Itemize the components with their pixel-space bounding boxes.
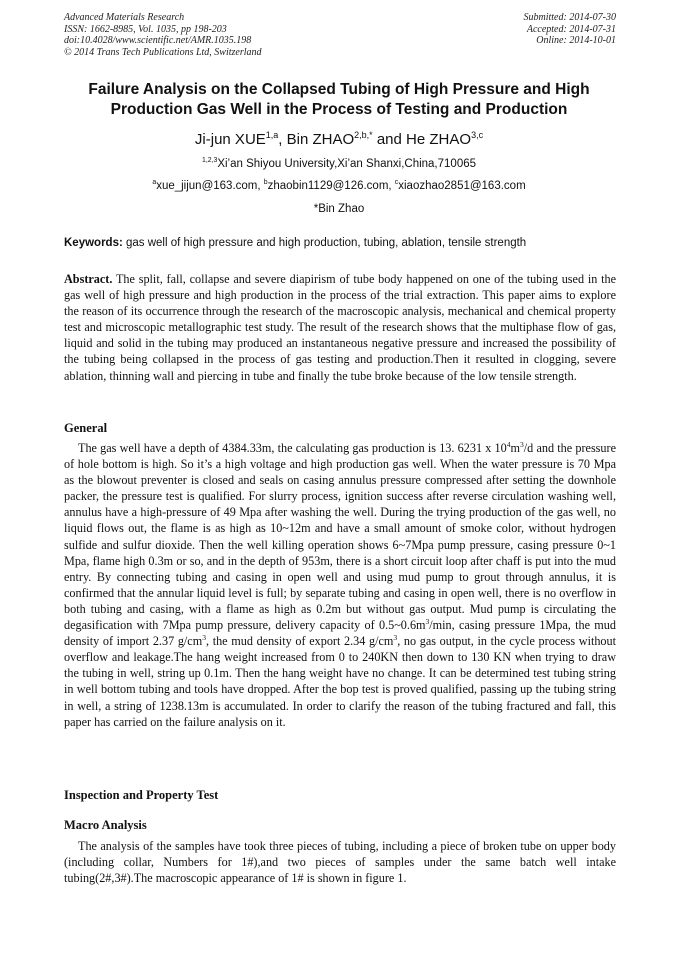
general-text-part: m xyxy=(510,441,520,455)
email-b-sup: b xyxy=(263,179,268,187)
email-c: xiaozhao2851@163.com xyxy=(398,180,526,192)
section-heading-general: General xyxy=(64,421,108,435)
author-emails xyxy=(40,179,638,193)
affiliation-text: Xi’an Shiyou University,Xi’an Shanxi,China,710065 xyxy=(217,158,477,170)
superscript: 3 xyxy=(202,633,206,643)
author-3-name: He ZHAO xyxy=(406,131,472,148)
macro-analysis-paragraph: The analysis of the samples have took three pieces of tubing, including a piece of broken tube on upper body (including collar, Numbers for 1#),and two pieces of samples under the same batch well intake tubing(2#,3#).The macroscopic appearance of 1# is shown in figure 1. xyxy=(64,839,616,886)
keywords xyxy=(64,236,624,250)
keywords-label: Keywords: xyxy=(64,237,123,249)
doi-line: doi:10.4028/www.scientific.net/AMR.1035.198 xyxy=(64,35,252,46)
submitted-date: Submitted: 2014-07-30 xyxy=(523,12,616,23)
email-a-sup: a xyxy=(152,179,157,187)
superscript: 3 xyxy=(393,633,398,643)
general-text-part: The gas well have a depth of 4384.33m, the calculating gas production is 13. 6231 x 10 xyxy=(78,441,507,455)
paper-title: Failure Analysis on the Collapsed Tubing of High Pressure and High Production Gas Well in the Process of Testing and Production xyxy=(88,81,590,118)
issn-line: ISSN: 1662-8985, Vol. 1035, pp 198-203 xyxy=(64,23,227,35)
general-paragraph xyxy=(64,440,616,730)
author-separator: , xyxy=(278,131,287,148)
author-list xyxy=(54,131,624,149)
superscript: 3 xyxy=(520,439,524,449)
abstract-text: The split, fall, collapse and severe diapirism of tube body happened on one of the tubing used in the gas well of high pressure and high production in the process of the trial extraction. This paper aims to explore the reason of its occurrence through the research of the macroscopic analysis, mechanical and chemical property test and microscopic metallographic test study. The result of the research shows that the multiphase flow of gas, liquid and solid in the tubing may produced an instantaneous negative pressure and increased the possibility of the tubing being collapsed in the process of gas testing and production.Then it resulted in clogging, severe ablation, thinning wall and piercing in tube and finally the tube broke because of the low tensile strength. xyxy=(64,272,616,383)
dates-info xyxy=(416,12,616,47)
journal-name: Advanced Materials Research xyxy=(64,12,185,23)
author-2-name: Bin ZHAO xyxy=(286,131,355,148)
author-2-sup: 2,b,* xyxy=(354,130,373,140)
abstract-label: Abstract. xyxy=(64,272,113,286)
author-3-sup: 3,c xyxy=(471,130,484,140)
email-a: xue_jijun@163.com, xyxy=(156,180,264,192)
general-text-part: /d and the pressure of hole bottom is high. So it’s a high voltage and high production gas well. When the water pressure is 70 Mpa as the blowout preventer is closed and seals on casing annulus pressure compressed after setting the downhole packer, the pressure test is qualified. For slurry process, ignition success after reverse circulation washing well, annulus have a high-pressure of 49 Mpa after washing the well. During the trying production of the gas well, no liquid flows out, the flame is as high as 10~12m and have a small amount of smoke color, without hydrogen sulfide and sulfur dioxide. Then the well killing operation shows 6~7Mpa pump pressure, casing pressure 0~1 Mpa, flame high 0.3m or so, and in the depth of 953m, there is a short circuit loop after chaff is put into the mud entry. By connecting tubing and casing in open well and using mud pump to grout through annulus, it is confirmed that the annular liquid level is full; by separate tubing and casing in open well, there is no overflow in both tubing and casing, with a flame as high as 0.2m but without gas output. Mud pump is circulating the degasification with 7Mpa pump pressure, delivery capacity of 0.5~0.6m xyxy=(64,441,616,633)
author-separator: and xyxy=(372,131,407,148)
keywords-text: gas well of high pressure and high production, tubing, ablation, tensile strength xyxy=(122,237,527,249)
affiliation xyxy=(54,157,624,171)
accepted-date: Accepted: 2014-07-31 xyxy=(526,23,616,35)
email-b: zhaobin1129@126.com, xyxy=(267,180,395,192)
copyright-line: © 2014 Trans Tech Publications Ltd, Switzerland xyxy=(64,46,262,58)
publication-info xyxy=(64,12,394,58)
email-c-sup: c xyxy=(394,179,399,187)
general-text-part: /min, casing pressure 1Mpa, the mud density of import 2.37 g/cm xyxy=(64,618,616,649)
general-text-part: , the mud density of export 2.34 g/cm xyxy=(205,634,394,649)
author-1-sup: 1,a xyxy=(265,130,279,140)
superscript: 4 xyxy=(506,439,511,449)
online-date: Online: 2014-10-01 xyxy=(536,35,616,46)
abstract xyxy=(64,271,616,384)
general-text-part: , no gas output, in the cycle process without overflow and leakage.The hang weight increased from 0 to 240KN then down to 130 KN when trying to draw the tubing in well, string up 0.1m. Then the hang weight have no change. It can be determined test tubing string in well bottom tubing and tools have dropped. After the bop test is proved qualified, passing up the tubing string in well, a string of 1238.13m is accumulated. In order to clarify the reason of the tubing fractured and fall, this paper has carried on the failure analysis on it. xyxy=(64,634,617,729)
subsection-heading-macro: Macro Analysis xyxy=(64,818,147,832)
affiliation-sup: 1,2,3 xyxy=(201,157,218,165)
author-1-name: Ji-jun XUE xyxy=(194,131,266,148)
section-heading-inspection: Inspection and Property Test xyxy=(64,788,219,802)
superscript: 3 xyxy=(425,616,430,626)
corresponding-author: *Bin Zhao xyxy=(313,203,365,215)
